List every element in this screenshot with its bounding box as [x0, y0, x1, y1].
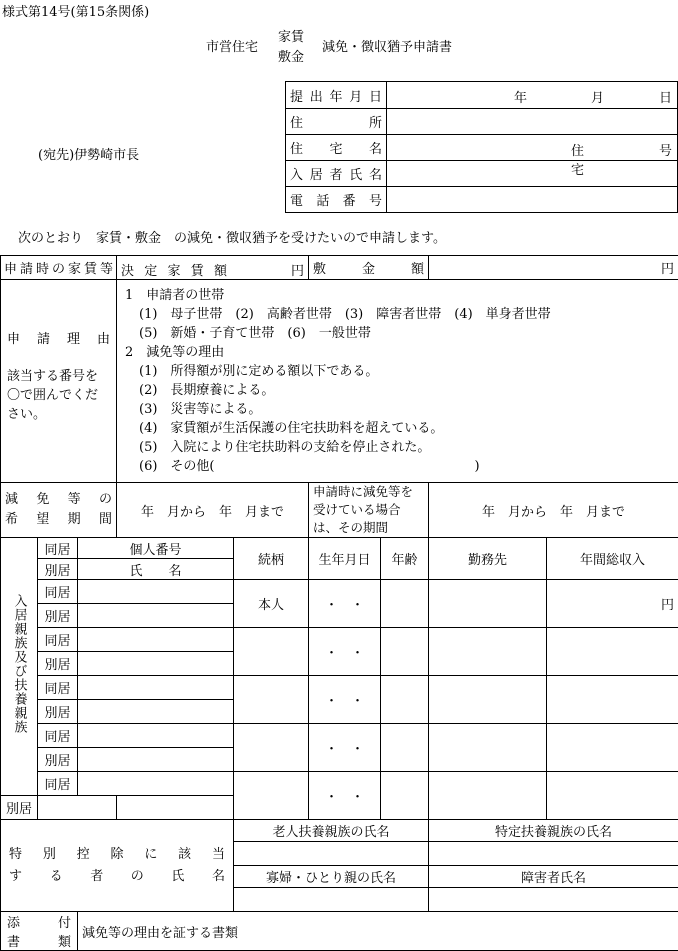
title-option-rent: 家賃 — [278, 26, 304, 45]
widow-header: 寡婦・ひとり親の氏名 — [234, 866, 429, 888]
age-field[interactable] — [381, 628, 429, 676]
income-header: 年間総収入 — [547, 538, 678, 580]
cohab-option[interactable]: 同居 — [38, 676, 78, 700]
title-prefix: 市営住宅 — [206, 36, 258, 55]
family-side-label-cell — [1, 538, 38, 796]
birthdate-field[interactable]: ・ ・ — [309, 724, 381, 772]
separate-option[interactable]: 別居 — [1, 796, 38, 820]
relation-field[interactable] — [234, 772, 309, 820]
age-field[interactable] — [381, 676, 429, 724]
elderly-dependent-field[interactable] — [234, 842, 429, 866]
workplace-field[interactable] — [429, 580, 547, 628]
family-side-label: 入居親族及び扶養親族 — [10, 594, 29, 734]
birthdate-field[interactable]: ・ ・ — [309, 628, 381, 676]
house-suffix: 住宅 — [571, 140, 584, 178]
reason-label: 申 請 理 由 — [7, 330, 110, 349]
separate-header: 別居 — [38, 559, 78, 580]
reason-line: 1 申請者の世帯 — [125, 286, 670, 305]
age-field[interactable] — [381, 580, 429, 628]
specified-dependent-field[interactable] — [429, 842, 678, 866]
desired-period-field[interactable]: 年 月から 年 月まで — [117, 483, 309, 538]
disabled-field[interactable] — [429, 888, 678, 912]
name-field[interactable] — [78, 700, 234, 724]
income-field[interactable]: 円 — [547, 580, 678, 628]
income-field[interactable] — [547, 676, 678, 724]
address-field[interactable] — [387, 109, 678, 135]
birthdate-field[interactable]: ・ ・ — [309, 772, 381, 820]
name-field[interactable] — [78, 748, 234, 772]
decided-rent-label: 決定家賃額 — [121, 260, 227, 279]
reason-line: (2) 長期療養による。 — [125, 381, 670, 400]
workplace-field[interactable] — [429, 676, 547, 724]
reason-options[interactable] — [117, 280, 678, 483]
name-field[interactable] — [38, 796, 117, 820]
workplace-field[interactable] — [429, 724, 547, 772]
submission-date-field[interactable] — [387, 82, 678, 109]
application-table — [0, 255, 678, 951]
separate-option[interactable]: 別居 — [38, 604, 78, 628]
birthdate-header: 生年月日 — [309, 538, 381, 580]
id-number-field[interactable] — [78, 724, 234, 748]
deduction-label-cell — [1, 820, 234, 912]
period-label-b: 希 望 期 間 — [5, 510, 112, 530]
reason-line: (1) 母子世帯 (2) 高齢者世帯 (3) 障害者世帯 (4) 単身者世帯 — [125, 305, 670, 324]
disabled-header: 障害者氏名 — [429, 866, 678, 888]
house-name-label: 住 宅 名 — [286, 135, 387, 161]
room-suffix: 号 — [659, 140, 672, 159]
relation-field[interactable] — [234, 724, 309, 772]
cohab-option[interactable]: 同居 — [38, 628, 78, 652]
age-header: 年齢 — [381, 538, 429, 580]
attachment-label: 添 付 書 類 — [1, 912, 78, 951]
income-field[interactable] — [547, 724, 678, 772]
relation-field[interactable] — [234, 676, 309, 724]
deduction-label-b: す る 者 の 氏 名 — [9, 866, 225, 888]
workplace-header: 勤務先 — [429, 538, 547, 580]
month-unit: 月 — [591, 87, 604, 106]
year-unit: 年 — [514, 87, 527, 106]
age-field[interactable] — [381, 724, 429, 772]
reason-line: (6) その他( ) — [125, 457, 670, 476]
separate-option[interactable]: 別居 — [38, 700, 78, 724]
cohab-option[interactable]: 同居 — [38, 580, 78, 604]
relation-field[interactable]: 本人 — [234, 580, 309, 628]
id-number-header: 個人番号 — [78, 538, 234, 559]
workplace-field[interactable] — [429, 772, 547, 820]
name-field[interactable] — [78, 652, 234, 676]
elderly-dependent-header: 老人扶養親族の氏名 — [234, 820, 429, 842]
age-field[interactable] — [381, 772, 429, 820]
id-number-field[interactable] — [78, 580, 234, 604]
widow-field[interactable] — [234, 888, 429, 912]
income-field[interactable] — [547, 628, 678, 676]
name-header: 氏 名 — [78, 559, 234, 580]
phone-field[interactable] — [387, 187, 678, 213]
current-period-field[interactable]: 年 月から 年 月まで — [429, 483, 678, 538]
submission-date-label: 提出年月日 — [286, 82, 387, 109]
reason-line: (5) 新婚・子育て世帯 (6) 一般世帯 — [125, 324, 670, 343]
deposit-label: 敷 金 額 — [309, 256, 429, 280]
addressee: (宛先)伊勢崎市長 — [38, 144, 139, 163]
reason-line: (4) 家賃額が生活保護の住宅扶助料を超えている。 — [125, 419, 670, 438]
form-number: 様式第14号(第15条関係) — [2, 1, 149, 20]
decided-rent-cell[interactable] — [117, 256, 309, 280]
current-period-label: 申請時に減免等を受けている場合は、その期間 — [309, 483, 429, 538]
reason-instruction: 該当する番号を〇で囲んでください。 — [7, 367, 110, 424]
reason-line: (1) 所得額が別に定める額以下である。 — [125, 362, 670, 381]
birthdate-field[interactable]: ・ ・ — [309, 676, 381, 724]
cohab-header: 同居 — [38, 538, 78, 559]
resident-name-field[interactable] — [387, 161, 678, 187]
birthdate-field[interactable]: ・ ・ — [309, 580, 381, 628]
period-label-cell — [1, 483, 117, 538]
attachment-value: 減免等の理由を証する書類 — [78, 912, 678, 951]
address-label: 住 所 — [286, 109, 387, 135]
phone-label: 電 話 番 号 — [286, 187, 387, 213]
house-name-field[interactable] — [387, 135, 678, 161]
deposit-yen: 円 — [661, 262, 674, 277]
reason-label-cell — [1, 280, 117, 483]
page-title: 減免・徴収猶予申請書 — [322, 36, 452, 55]
relation-header: 続柄 — [234, 538, 309, 580]
income-field[interactable] — [547, 772, 678, 820]
specified-dependent-header: 特定扶養親族の氏名 — [429, 820, 678, 842]
period-label-a: 減 免 等 の — [5, 490, 112, 510]
workplace-field[interactable] — [429, 628, 547, 676]
reason-line: (3) 災害等による。 — [125, 400, 670, 419]
title-option-deposit: 敷金 — [278, 46, 304, 65]
resident-name-label: 入居者氏名 — [286, 161, 387, 187]
day-unit: 日 — [659, 87, 672, 106]
decided-rent-yen: 円 — [291, 260, 304, 279]
deposit-field[interactable] — [429, 256, 678, 280]
applicant-info-table — [285, 81, 678, 213]
intro-text: 次のとおり 家賃・敷金 の減免・徴収猶予を受けたいので申請します。 — [18, 227, 446, 246]
separate-option[interactable]: 別居 — [38, 748, 78, 772]
reason-line: 2 減免等の理由 — [125, 343, 670, 362]
relation-field[interactable] — [234, 628, 309, 676]
deduction-label-a: 特 別 控 除 に 該 当 — [9, 844, 225, 866]
name-field[interactable] — [78, 604, 234, 628]
rent-row-label: 申請時の家賃等 — [1, 256, 117, 280]
separate-option[interactable]: 別居 — [38, 652, 78, 676]
cohab-option[interactable]: 同居 — [38, 772, 78, 796]
reason-line: (5) 入院により住宅扶助料の支給を停止された。 — [125, 438, 670, 457]
cohab-option[interactable]: 同居 — [38, 724, 78, 748]
id-number-field[interactable] — [78, 628, 234, 652]
id-number-field[interactable] — [78, 676, 234, 700]
id-number-field[interactable] — [78, 772, 234, 796]
